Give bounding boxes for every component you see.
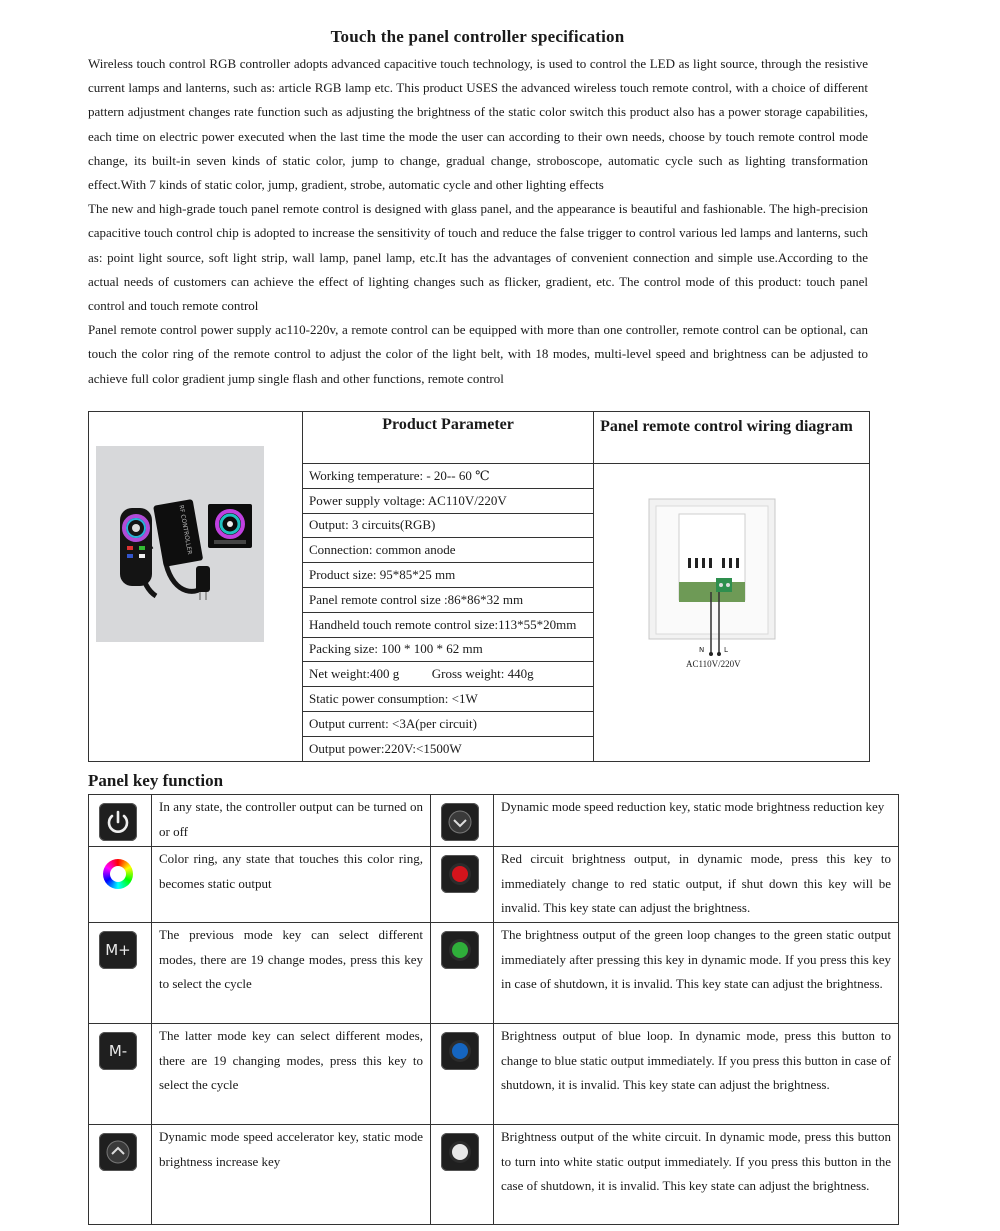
intro-paragraph-3: Panel remote control power supply ac110-220v, a remote control can be equipped with more than one controller, remote control can be optional, can touch the color ring of the remote control to adjust the color of the light belt, with 18 modes, multi-level speed and brightness can be adjusted to achieve full color gradient jump single flash and other functions, remote control bbox=[88, 322, 868, 386]
param-row: Output power:220V:<1500W bbox=[303, 736, 594, 761]
key-description: The brightness output of the green loop changes to the green static output immediately after pressing this key in dynamic mode. If you press this key in case of shutdown, it is invalid. This key state can adjust the brightness. bbox=[494, 923, 899, 1024]
param-row: Packing size: 100 * 100 * 62 mm bbox=[303, 637, 594, 662]
key-description: Color ring, any state that touches this color ring, becomes static output bbox=[152, 847, 431, 923]
param-row: Output current: <3A(per circuit) bbox=[303, 711, 594, 736]
param-row: Handheld touch remote control size:113*55*20mm bbox=[303, 612, 594, 637]
power-icon bbox=[99, 803, 137, 841]
table-row bbox=[89, 847, 899, 923]
white-key-icon bbox=[441, 1133, 479, 1171]
color-ring-icon bbox=[99, 855, 137, 893]
key-function-table bbox=[88, 794, 899, 1225]
wiring-diagram-cell bbox=[594, 464, 870, 762]
param-row: Power supply voltage: AC110V/220V bbox=[303, 488, 594, 513]
key-description: In any state, the controller output can be turned on or off bbox=[152, 795, 431, 847]
wire-n-label: N bbox=[699, 646, 705, 654]
speed-up-icon bbox=[99, 1133, 137, 1171]
param-row: Panel remote control size :86*86*32 mm bbox=[303, 587, 594, 612]
param-row: Working temperature: - 20-- 60 ℃ bbox=[303, 464, 594, 489]
red-key-icon bbox=[441, 855, 479, 893]
spec-table bbox=[88, 411, 870, 762]
wiring-diagram-image bbox=[594, 464, 828, 724]
table-row bbox=[89, 923, 899, 1024]
speed-down-icon bbox=[441, 803, 479, 841]
param-row: Output: 3 circuits(RGB) bbox=[303, 513, 594, 538]
mode-plus-icon bbox=[99, 931, 137, 969]
key-description: The previous mode key can select different modes, there are 19 change modes, press this key to select the cycle bbox=[152, 923, 431, 1024]
key-description: Brightness output of blue loop. In dynamic mode, press this button to change to blue static output immediately. If you press this button in case of shutdown, it is invalid. This key state can adjust the brightness. bbox=[494, 1024, 899, 1125]
key-description: Brightness output of the white circuit. In dynamic mode, press this button to turn into white static output immediately. If you press this button in the case of shutdown, it is invalid. This key state can adjust the brightness. bbox=[494, 1125, 899, 1225]
param-row: Net weight:400 g Gross weight: 440g bbox=[303, 662, 594, 687]
table-row bbox=[89, 795, 899, 847]
key-description: Dynamic mode speed reduction key, static mode brightness reduction key bbox=[494, 795, 899, 847]
wiring-header: Panel remote control wiring diagram bbox=[594, 412, 870, 464]
green-key-icon bbox=[441, 931, 479, 969]
param-row: Product size: 95*85*25 mm bbox=[303, 563, 594, 588]
mode-minus-glyph: M- bbox=[108, 1042, 128, 1060]
blue-key-icon bbox=[441, 1032, 479, 1070]
intro-text bbox=[88, 52, 868, 391]
page-title: Touch the panel controller specification bbox=[330, 27, 625, 46]
product-photo-image bbox=[96, 446, 264, 642]
controller-label: RF CONTROLLER bbox=[177, 504, 194, 556]
wiring-diagram bbox=[594, 464, 869, 724]
keys-section-title: Panel key function bbox=[88, 771, 224, 790]
intro-paragraph-2: The new and high-grade touch panel remote control is designed with glass panel, and the appearance is beautiful and fashionable. The high-precision capacitive touch control chip is adopted to increase the sensitivity of touch and reduce the false trigger to control various led lamps and lanterns, such as: point light source, soft light strip, wall lamp, panel lamp, etc.It has the advantages of convenient connection and simple use.According to the actual needs of customers can achieve the effect of lighting changes such as flicker, gradient, etc. The control mode of this product: touch panel control and touch remote control bbox=[88, 201, 868, 314]
key-description: Dynamic mode speed accelerator key, static mode brightness increase key bbox=[152, 1125, 431, 1225]
param-header: Product Parameter bbox=[303, 412, 594, 464]
wire-l-label: L bbox=[724, 646, 729, 654]
wiring-voltage-label: AC110V/220V bbox=[686, 659, 741, 669]
param-row: Static power consumption: <1W bbox=[303, 687, 594, 712]
key-description: The latter mode key can select different modes, there are 19 changing modes, press this key to select the cycle bbox=[152, 1024, 431, 1125]
product-photo bbox=[96, 446, 264, 642]
intro-paragraph-1: Wireless touch control RGB controller adopts advanced capacitive touch technology, is used to control the LED as light source, through the resistive current lamps and lanterns, such as: article RGB lamp etc. This product USES the advanced wireless touch remote control, with a choice of different pattern adjustment changes rate function such as adjusting the brightness of the static color switch this product also has a power storage capabilities, each time on electric power executed when the last time the mode the user can according to their own needs, choose by touch remote control mode change, its built-in seven kinds of static color, jump to change, gradual change, stroboscope, automatic cycle such as lighting transformation effect.With 7 kinds of static color, jump, gradient, strobe, automatic cycle and other lighting effects bbox=[88, 56, 868, 193]
product-photo-cell bbox=[89, 412, 303, 762]
key-description: Red circuit brightness output, in dynamic mode, press this key to immediately change to red static output, if shut down this key will be invalid. This key state can adjust the brightness. bbox=[494, 847, 899, 923]
table-row bbox=[89, 1024, 899, 1125]
table-row bbox=[89, 1125, 899, 1225]
mode-plus-glyph: M+ bbox=[105, 941, 131, 959]
param-row: Connection: common anode bbox=[303, 538, 594, 563]
mode-minus-icon bbox=[99, 1032, 137, 1070]
